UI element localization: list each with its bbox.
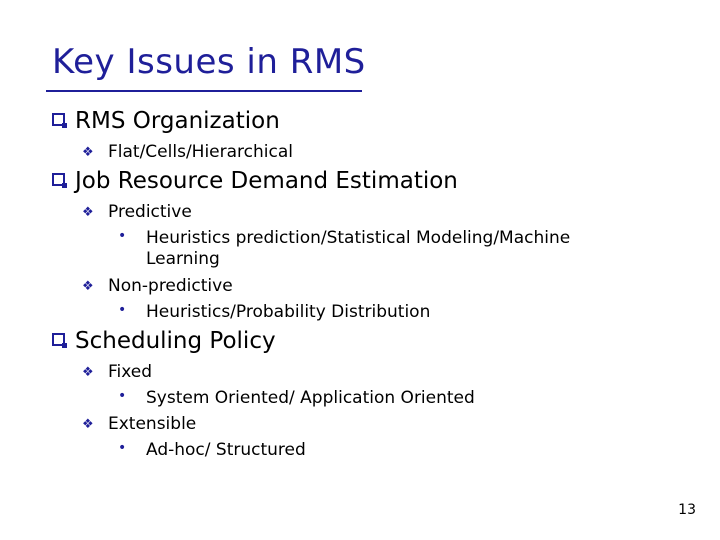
dot-bullet-icon: • bbox=[118, 302, 127, 318]
diamond-bullet-icon: ❖ bbox=[82, 145, 94, 160]
section-heading-rms-organization bbox=[52, 108, 280, 136]
diamond-bullet-icon: ❖ bbox=[82, 365, 94, 380]
sub-list-item bbox=[118, 440, 616, 461]
list-item-text: Non-predictive bbox=[108, 276, 233, 296]
list-item-text: Fixed bbox=[108, 362, 153, 382]
section-heading-scheduling-policy bbox=[52, 328, 276, 356]
square-bullet-icon bbox=[52, 333, 65, 346]
list-item bbox=[82, 276, 233, 296]
list-item bbox=[82, 414, 196, 434]
diamond-bullet-icon: ❖ bbox=[82, 417, 94, 432]
sub-list-item bbox=[118, 302, 616, 323]
list-item bbox=[82, 362, 152, 382]
list-item bbox=[82, 142, 293, 162]
sub-list-item-text: Ad-hoc/ Structured bbox=[146, 440, 306, 460]
square-bullet-icon bbox=[52, 113, 65, 126]
dot-bullet-icon: • bbox=[118, 440, 127, 456]
sub-list-item-text: Heuristics prediction/Statistical Modeling/Machine Learning bbox=[146, 228, 571, 269]
diamond-bullet-icon: ❖ bbox=[82, 205, 94, 220]
diamond-bullet-icon: ❖ bbox=[82, 279, 94, 294]
sub-list-item-text: Heuristics/Probability Distribution bbox=[146, 302, 431, 322]
sub-list-item bbox=[118, 228, 616, 269]
square-bullet-icon bbox=[52, 173, 65, 186]
section-heading-text: Job Resource Demand Estimation bbox=[75, 168, 458, 194]
slide-title: Key Issues in RMS bbox=[52, 42, 366, 82]
dot-bullet-icon: • bbox=[118, 228, 127, 244]
title-underline bbox=[46, 90, 362, 92]
dot-bullet-icon: • bbox=[118, 388, 127, 404]
list-item-text: Flat/Cells/Hierarchical bbox=[108, 142, 293, 162]
list-item-text: Extensible bbox=[108, 414, 197, 434]
sub-list-item bbox=[118, 388, 616, 409]
section-heading-text: RMS Organization bbox=[75, 108, 280, 134]
sub-list-item-text: System Oriented/ Application Oriented bbox=[146, 388, 475, 408]
page-number: 13 bbox=[678, 502, 696, 518]
list-item-text: Predictive bbox=[108, 202, 192, 222]
section-heading-text: Scheduling Policy bbox=[75, 328, 276, 354]
list-item bbox=[82, 202, 192, 222]
section-heading-job-resource-demand-estimation bbox=[52, 168, 458, 196]
